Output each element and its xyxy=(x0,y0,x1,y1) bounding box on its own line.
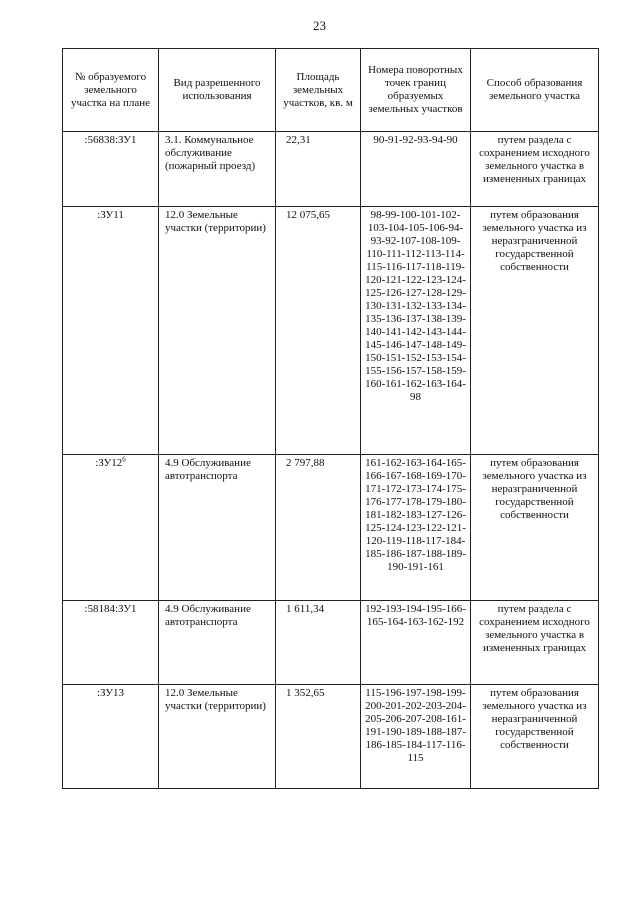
cell-area: 1 352,65 xyxy=(276,685,361,789)
cell-area: 12 075,65 xyxy=(276,207,361,455)
cell-formation-method: путем образования земельного участка из неразграниченной государственной собственности xyxy=(471,207,599,455)
page-number: 23 xyxy=(313,18,326,33)
cell-permitted-use: 4.9 Обслуживание автотранспорта xyxy=(159,455,276,601)
cell-turning-points: 98-99-100-101-102-103-104-105-106-94-93-92-107-108-109-110-111-112-113-114-115-116-117-118-119-120-121-122-123-124-125-126-127-128-129-130-131-132-133-134-135-136-137-138-139-140-141-142-143-144-145-146-147-148-149-150-151-152-153-154-155-156-157-158-159-160-161-162-163-164-98 xyxy=(361,207,471,455)
header-formation-method: Способ образования земельного участка xyxy=(471,49,599,132)
cell-turning-points: 192-193-194-195-166-165-164-163-162-192 xyxy=(361,601,471,685)
cell-permitted-use: 4.9 Обслуживание автотранспорта xyxy=(159,601,276,685)
cell-permitted-use: 12.0 Земельные участки (территории) xyxy=(159,685,276,789)
cell-area: 22,31 xyxy=(276,132,361,207)
land-plots-table xyxy=(62,48,599,789)
table-row xyxy=(63,685,599,789)
cell-formation-method: путем образования земельного участка из неразграниченной государственной собственности xyxy=(471,455,599,601)
cell-plot-number: :ЗУ11 xyxy=(63,207,159,455)
cell-plot-number: :58184:ЗУ1 xyxy=(63,601,159,685)
cell-area: 2 797,88 xyxy=(276,455,361,601)
cell-plot-number: $:ЗУ12^6$ xyxy=(63,455,159,601)
cell-turning-points: 90-91-92-93-94-90 xyxy=(361,132,471,207)
table-row xyxy=(63,455,599,601)
cell-turning-points: 115-196-197-198-199-200-201-202-203-204-205-206-207-208-161-191-190-189-188-187-186-185-184-117-116-115 xyxy=(361,685,471,789)
cell-formation-method: путем раздела с сохранением исходного земельного участка в измененных границах xyxy=(471,601,599,685)
cell-plot-number: :56838:ЗУ1 xyxy=(63,132,159,207)
cell-plot-number: :ЗУ13 xyxy=(63,685,159,789)
header-area: Площадь земельных участков, кв. м xyxy=(276,49,361,132)
header-turning-points: Номера поворотных точек границ образуемых земельных участков xyxy=(361,49,471,132)
cell-permitted-use: 3.1. Коммунальное обслуживание (пожарный проезд) xyxy=(159,132,276,207)
table-row xyxy=(63,601,599,685)
header-permitted-use: Вид разрешенного использования xyxy=(159,49,276,132)
cell-permitted-use: 12.0 Земельные участки (территории) xyxy=(159,207,276,455)
cell-formation-method: путем раздела с сохранением исходного земельного участка в измененных границах xyxy=(471,132,599,207)
header-plot-number: № образуемого земельного участка на плане xyxy=(63,49,159,132)
cell-turning-points: 161-162-163-164-165-166-167-168-169-170-171-172-173-174-175-176-177-178-179-180-181-182-183-127-126-125-124-123-122-121-120-119-118-117-184-185-186-187-188-189-190-191-161 xyxy=(361,455,471,601)
cell-area: 1 611,34 xyxy=(276,601,361,685)
table-header-row xyxy=(63,49,599,132)
table-row xyxy=(63,207,599,455)
cell-formation-method: путем образования земельного участка из неразграниченной государственной собственности xyxy=(471,685,599,789)
table-row xyxy=(63,132,599,207)
